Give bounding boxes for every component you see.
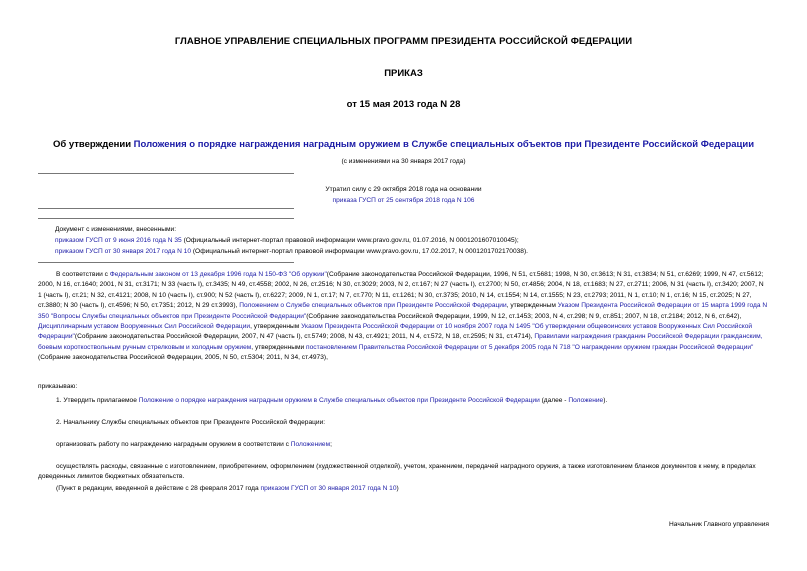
amendment-note-link[interactable]: приказом ГУСП от 30 января 2017 года N 10	[260, 485, 397, 492]
document-type: ПРИКАЗ	[384, 68, 423, 79]
regulation-short-link[interactable]: Положением	[290, 441, 331, 448]
charter-link[interactable]: Дисциплинарным уставом Вооруженных Сил Российской Федерации	[38, 323, 251, 331]
rules-link[interactable]: Правилами награждения гражданин Российской Федерации гражданским, боевым короткоствольным ручным стрелковым и холодным оружием	[38, 333, 763, 351]
regulation-link[interactable]: Положением о Службе специальных объектов при Президенте Российской Федерации	[239, 302, 507, 310]
resolution-link[interactable]: постановлением Правительства Российской Федерации от 5 декабря 2005 года N 718 "О награждении оружием граждан Российской Федерации"	[306, 343, 754, 351]
order-item-2b: осуществлять расходы, связанные с изготовлением, приобретением, оформлением (художественной отделкой), учетом, хранением, передачей наградного оружия, а также изготовлением бланков документов к нему, в пределах доведенных лимитов бюджетных обязательств.	[38, 463, 756, 481]
order-item-2: 2. Начальнику Службы специальных объектов при Президенте Российской Федерации:	[56, 419, 326, 426]
amendment-item: приказом ГУСП от 30 января 2017 года N 10 (Официальный интернет-портал правовой информации www.pravo.gov.ru, 17.02.2017, N 0001201702170038).	[55, 248, 528, 255]
law-link[interactable]: Федеральным законом от 13 декабря 1996 года N 150-ФЗ "Об оружии"	[109, 271, 327, 278]
amendment-note: (Пункт в редакции, введенной в действие с 28 февраля 2017 года приказом ГУСП от 30 января 2017 года N 10)	[56, 485, 399, 492]
amendment-item: приказом ГУСП от 9 июня 2016 года N 35 (Официальный интернет-портал правовой информации www.pravo.gov.ru, 01.07.2016, N 0001201607010045);	[55, 237, 519, 244]
divider	[38, 173, 294, 174]
orders-intro: приказываю:	[38, 383, 78, 390]
amendment-link[interactable]: приказом ГУСП от 9 июня 2016 года N 35	[55, 237, 182, 244]
order-item-2a: организовать работу по награждению наградным оружием в соответствии с Положением;	[56, 441, 332, 448]
decree-link[interactable]: Указом Президента Российской Федерации от 15 марта 1999 года N 350 "Вопросы Службы специальных объектов при Президенте Российской Федерации"	[38, 302, 768, 320]
divider	[38, 208, 294, 209]
agency-name: ГЛАВНОЕ УПРАВЛЕНИЕ СПЕЦИАЛЬНЫХ ПРОГРАММ ПРЕЗИДЕНТА РОССИЙСКОЙ ФЕДЕРАЦИИ	[174, 36, 633, 47]
divider	[38, 218, 294, 219]
amendments-heading: Документ с изменениями, внесенными:	[55, 226, 177, 233]
title-link[interactable]: Положения о порядке награждения наградным оружием в Службе специальных объектов при Президенте Российской Федерации	[133, 139, 755, 150]
regulation-link[interactable]: Положение о порядке награждения наградным оружием в Службе специальных объектов при Президенте Российской Федерации	[138, 397, 540, 404]
amendment-link[interactable]: приказом ГУСП от 30 января 2017 года N 10	[55, 248, 192, 255]
document-date-number: от 15 мая 2013 года N 28	[346, 99, 461, 110]
status-link-row	[0, 196, 807, 205]
order-item-1: 1. Утвердить прилагаемое Положение о порядке награждения наградным оружием в Службе специальных объектов при Президенте Российской Федерации (далее - Положение).	[56, 397, 608, 404]
amendments-list	[55, 224, 528, 257]
decree-link-2[interactable]: Указом Президента Российской Федерации от 10 ноября 2007 года N 1495 "Об утверждении общевоинских уставов Вооруженных Сил Российской Федерации"	[38, 323, 753, 341]
status-line: Утратил силу с 29 октября 2018 года на основании	[325, 186, 482, 193]
revision-note: (с изменениями на 30 января 2017 года)	[341, 158, 466, 165]
divider	[38, 262, 294, 263]
signature-title: Начальник Главного управления	[669, 521, 769, 528]
document-title	[0, 139, 807, 150]
preamble-paragraph: В соответствии с Федеральным законом от 13 декабря 1996 года N 150-ФЗ "Об оружии"(Собрание законодательства Российской Федерации, 1996, N 51, ст.5681; 1998, N 30, ст.3613; N 31, ст.3834; N 51, ст.6269; 1999, N 47, ст.5612; 2000, N 16, ст.1640; 2001, N 31, ст.3171; N 33 (часть I), ст.3435; N 49, ст.4558; 2002, N 26, ст.2516; N 30, ст.3029; 2003, N 2, ст.167; N 27 (часть I), ст.2700; N 50, ст.4856; 2004, N 18, ст.1683; N 27, ст.2711; 2006, N 31 (часть I), ст.3420; 2007, N 1 (часть I), ст.21; N 32, ст.4121; 2008, N 10 (часть I), ст.900; N 52 (часть I), ст.6227; 2009, N 1, ст.17; N 7, ст.770; N 11, ст.1261; N 30, ст.3735; 2010, N 14, ст.1554; N 14, ст.1555; N 23, ст.2793; 2011, N 1, ст.10; N 1, ст.16; N 15, ст.2025; N 27, ст.3880; N 30 (часть I), ст.4596; N 50, ст.7351; 2012, N 29 ст.3993), Положением о Службе специальных объектов при Президенте Российской Федерации, утвержденным Указом Президента Российской Федерации от 15 марта 1999 года N 350 "Вопросы Службы специальных объектов при Президенте Российской Федерации"(Собрание законодательства Российской Федерации, 1999, N 12, ст.1453; 2003, N 4, ст.298; N 9, ст.851; 2007, N 18, ст.2184; 2012, N 6, ст.642), Дисциплинарным уставом Вооруженных Сил Российской Федерации, утвержденным Указом Президента Российской Федерации от 10 ноября 2007 года N 1495 "Об утверждении общевоинских уставов Вооруженных Сил Российской Федерации"(Собрание законодательства Российской Федерации, 2007, N 47 (часть I), ст.5749; 2008, N 43, ст.4921; 2011, N 4, ст.572, N 18, ст.2595; N 31, ст.4714), Правилами награждения гражданин Российской Федерации гражданским, боевым короткоствольным ручным стрелковым и холодным оружием, утвержденными постановлением Правительства Российской Федерации от 5 декабря 2005 года N 718 "О награждении оружием граждан Российской Федерации"(Собрание законодательства Российской Федерации, 2005, N 50, ст.5304; 2011, N 34, ст.4973),	[38, 271, 768, 362]
title-prefix: Об утверждении	[52, 139, 134, 150]
status-link[interactable]: приказа ГУСП от 25 сентября 2018 года N 106	[332, 197, 475, 204]
regulation-short-link[interactable]: Положение	[568, 397, 604, 404]
